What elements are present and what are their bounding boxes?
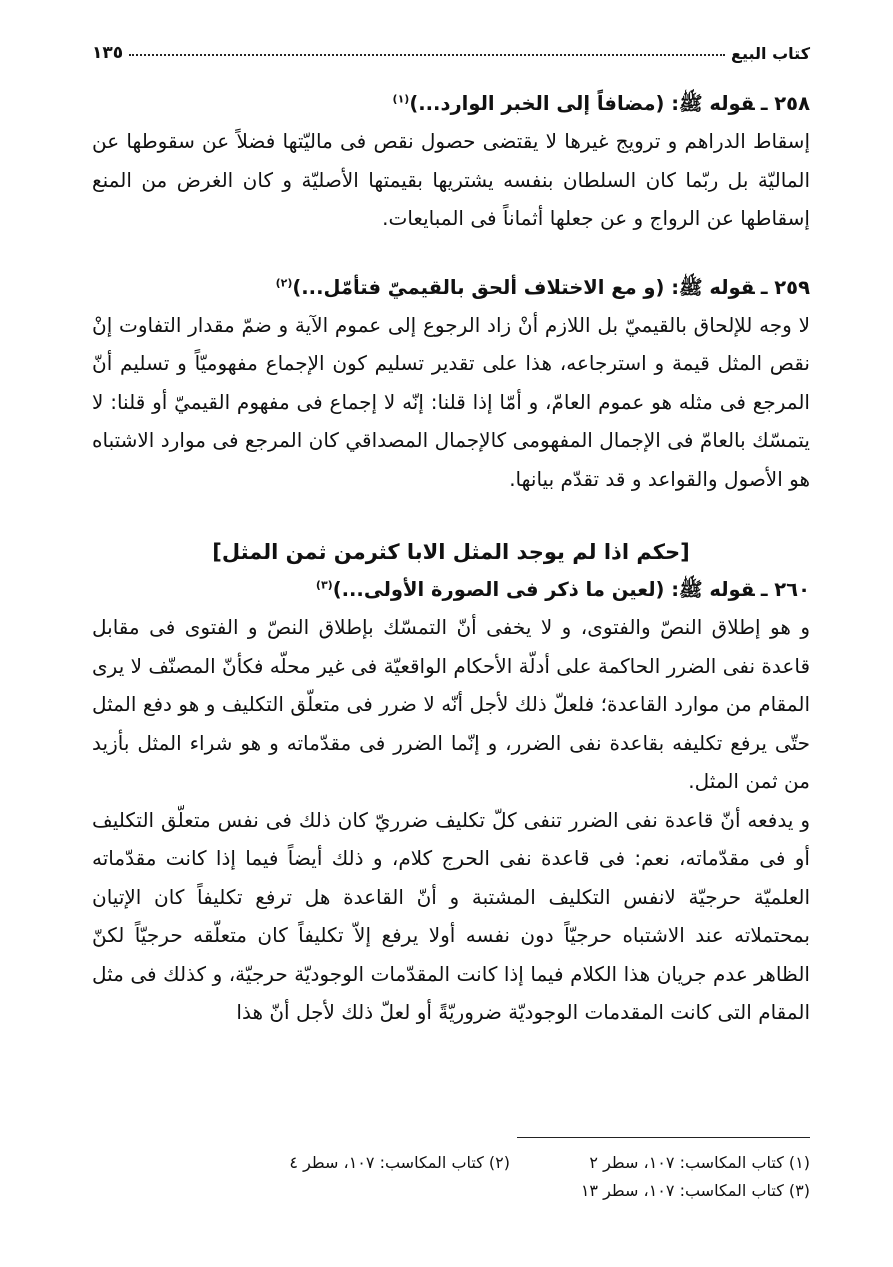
heading-text: قوله ﷺ: (مضافاً إلى الخبر الوارد...) xyxy=(409,92,755,115)
spacer xyxy=(92,498,810,532)
footnote-1: (١) كتاب المكاسب: ١٠٧، سطر ٢ xyxy=(589,1153,810,1172)
page-body xyxy=(92,86,810,1032)
heading-259 xyxy=(92,270,810,306)
book-title: كتاب البيع xyxy=(731,44,810,63)
running-header xyxy=(92,33,810,63)
heading-text: قوله ﷺ: (و مع الاختلاف ألحق بالقيميّ فتأمّل...) xyxy=(292,275,755,299)
section-title: [حكم اذا لم يوجد المثل الابا كثرمن ثمن المثل] xyxy=(212,540,690,564)
book-page xyxy=(92,0,810,1267)
heading-number: ٢٦٠ ـ xyxy=(760,578,810,601)
paragraph-259: لا وجه للإلحاق بالقيميّ بل اللازم أنْ زاد الرجوع إلى عموم الآية و ضمّ مقدار التفاوت إنْ نقص المثل قيمة و استرجاعه، هذا على تقدير تسليم كون الإجماع مفهوميّاً و تسليم أنّ المرجع فى مثله هو عموم العامّ، و أمّا إذا قلنا: إنّه لا إجماع فى مفهوم القيميّ أو قلنا: لا يتمسّك بالعامّ فى الإجمال المفهومى كالإجمال المصداقي كان المرجع فى موارد الاشتباه هو الأصول والقواعد و قد تقدّم بيانها. xyxy=(92,312,810,491)
heading-text: قوله ﷺ: (لعين ما ذكر فى الصورة الأولى...) xyxy=(332,578,755,601)
spacer xyxy=(92,238,810,270)
footnote-2: (٢) كتاب المكاسب: ١٠٧، سطر ٤ xyxy=(289,1153,510,1172)
footnote-ref: (١) xyxy=(392,92,410,106)
heading-number: ٢٥٩ ـ xyxy=(760,275,810,299)
paragraph-260-a: و هو إطلاق النصّ والفتوى، و لا يخفى أنّ التمسّك بإطلاق النصّ و الفتوى فى مقابل قاعدة نفى الضرر الحاكمة على أدلّة الأحكام الواقعيّة فى غير محلّه فكأنّ المصنّف لا يرى المقام من موارد القاعدة؛ فلعلّ ذلك لأجل أنّه لا ضرر فى متعلّق التكليف و هو دفع المثل حتّى يرفع تكليفه بقاعدة نفى الضرر، و إنّما الضرر فى مقدّماته و هو شراء المثل بأزيد من ثمن المثل. xyxy=(92,615,810,793)
paragraph-260-b: و يدفعه أنّ قاعدة نفى الضرر تنفى كلّ تكليف ضرريّ كان ذلك فى نفس متعلّق التكليف أو فى مقدّماته، نعم: فى قاعدة نفى الحرج كلام، و ذلك أيضاً فيما إذا كانت مقدّماته العلميّة حرجيّة لانفس التكليف المشتبة و أنّ القاعدة هل ترفع تكليفاً كان الإتيان بمحتملاته عند الاشتباه حرجيّاً دون نفسه أولا يرفع إلاّ تكليفاً كان متعلّقه حرجيّاً لكنّ الظاهر عدم جريان هذا الكلام فيما إذا كانت المقدّمات الوجوديّة حرجيّة، و كذلك فى مثل المقام التى كانت المقدمات الوجوديّة ضروريّةً أو لعلّ ذلك لأجل أنّ هذا xyxy=(92,807,810,1024)
paragraph-258: إسقاط الدراهم و ترويج غيرها لا يقتضى حصول نقص فى ماليّتها فضلاً عن سقوطها عن الماليّة بل ربّما كان السلطان بنفسه يشتريها بقيمتها الأصليّة و كان الغرض من المنع إسقاطها عن الرواج و عن جعلها أثماناً فى المبايعات. xyxy=(92,129,810,230)
heading-260 xyxy=(92,572,810,608)
footnote-divider xyxy=(517,1137,810,1138)
page-number: ١٣٥ xyxy=(92,43,124,63)
heading-258 xyxy=(92,86,810,122)
footnote-ref: (٣) xyxy=(315,578,333,592)
footnote-ref: (٢) xyxy=(275,276,293,289)
footnote-list xyxy=(190,1151,810,1203)
footnote-3: (٣) كتاب المكاسب: ١٠٧، سطر ١٣ xyxy=(580,1181,810,1200)
heading-number: ٢٥٨ ـ xyxy=(760,92,810,115)
leader-dots xyxy=(129,54,725,56)
